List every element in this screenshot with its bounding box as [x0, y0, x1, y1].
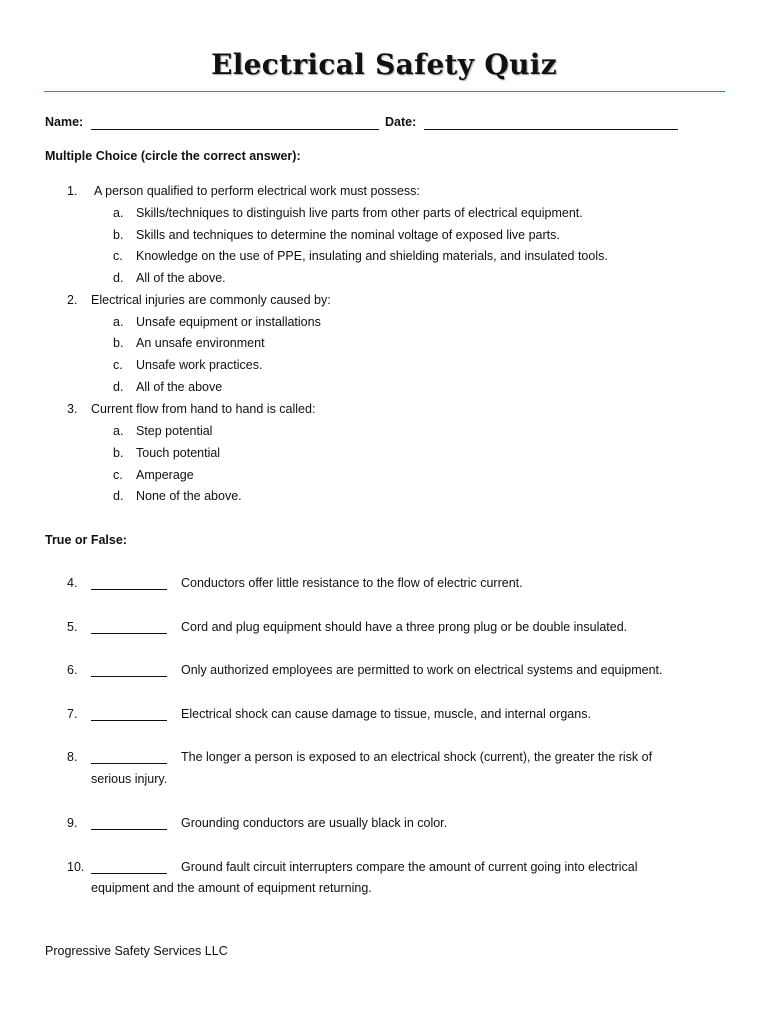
name-label: Name: [45, 115, 84, 129]
option-text[interactable]: Amperage [136, 468, 194, 482]
option-letter: c. [113, 468, 123, 482]
tf-statement-continued: serious injury. [91, 772, 168, 786]
tf-number: 8. [67, 750, 78, 764]
answer-blank[interactable] [91, 763, 167, 764]
option-letter: a. [113, 315, 124, 329]
option-letter: c. [113, 249, 123, 263]
option-letter: b. [113, 228, 124, 242]
mc-heading: Multiple Choice (circle the correct answer): [45, 149, 301, 163]
option-letter: d. [113, 380, 124, 394]
option-letter: c. [113, 358, 123, 372]
question-number: 2. [67, 293, 78, 307]
option-text[interactable]: Unsafe work practices. [136, 358, 263, 372]
answer-blank[interactable] [91, 676, 167, 677]
option-text[interactable]: All of the above. [136, 271, 226, 285]
answer-blank[interactable] [91, 829, 167, 830]
option-text[interactable]: An unsafe environment [136, 336, 265, 350]
answer-blank[interactable] [91, 589, 167, 590]
option-text[interactable]: None of the above. [136, 489, 242, 503]
question-text: Electrical injuries are commonly caused by: [91, 293, 331, 307]
date-blank[interactable] [424, 118, 678, 130]
option-text[interactable]: All of the above [136, 380, 223, 394]
option-text[interactable]: Unsafe equipment or installations [136, 315, 321, 329]
question-number: 1. [67, 184, 78, 198]
tf-statement: The longer a person is exposed to an electrical shock (current), the greater the risk of [181, 750, 653, 764]
option-text[interactable]: Skills and techniques to determine the nominal voltage of exposed live parts. [136, 228, 560, 242]
question-text: A person qualified to perform electrical work must possess: [94, 184, 420, 198]
tf-statement: Ground fault circuit interrupters compare the amount of current going into electrical [181, 860, 638, 874]
name-blank[interactable] [91, 118, 379, 130]
tf-statement: Grounding conductors are usually black in color. [181, 816, 448, 830]
option-text[interactable]: Step potential [136, 424, 213, 438]
option-letter: d. [113, 271, 124, 285]
tf-number: 5. [67, 620, 78, 634]
tf-statement-continued: equipment and the amount of equipment returning. [91, 881, 372, 895]
option-text[interactable]: Skills/techniques to distinguish live parts from other parts of electrical equipment. [136, 206, 583, 220]
option-letter: b. [113, 446, 124, 460]
answer-blank[interactable] [91, 633, 167, 634]
tf-number: 7. [67, 707, 78, 721]
option-letter: d. [113, 489, 124, 503]
tf-number: 6. [67, 663, 78, 677]
question-number: 3. [67, 402, 78, 416]
option-letter: a. [113, 206, 124, 220]
tf-number: 10. [67, 860, 85, 874]
option-text[interactable]: Knowledge on the use of PPE, insulating and shielding materials, and insulated tools. [136, 249, 608, 263]
quiz-title: Electrical Safety Quiz [211, 48, 557, 81]
tf-statement: Cord and plug equipment should have a three prong plug or be double insulated. [181, 620, 628, 634]
answer-blank[interactable] [91, 720, 167, 721]
tf-statement: Only authorized employees are permitted to work on electrical systems and equipment. [181, 663, 663, 677]
tf-number: 4. [67, 576, 78, 590]
option-text[interactable]: Touch potential [136, 446, 221, 460]
question-text: Current flow from hand to hand is called: [91, 402, 316, 416]
option-letter: b. [113, 336, 124, 350]
tf-heading: True or False: [45, 533, 127, 547]
answer-blank[interactable] [91, 873, 167, 874]
option-letter: a. [113, 424, 124, 438]
tf-number: 9. [67, 816, 78, 830]
tf-statement: Conductors offer little resistance to the flow of electric current. [181, 576, 523, 590]
title-divider [44, 91, 725, 92]
footer-company: Progressive Safety Services LLC [45, 944, 228, 958]
date-label: Date: [385, 115, 417, 129]
tf-statement: Electrical shock can cause damage to tissue, muscle, and internal organs. [181, 707, 591, 721]
